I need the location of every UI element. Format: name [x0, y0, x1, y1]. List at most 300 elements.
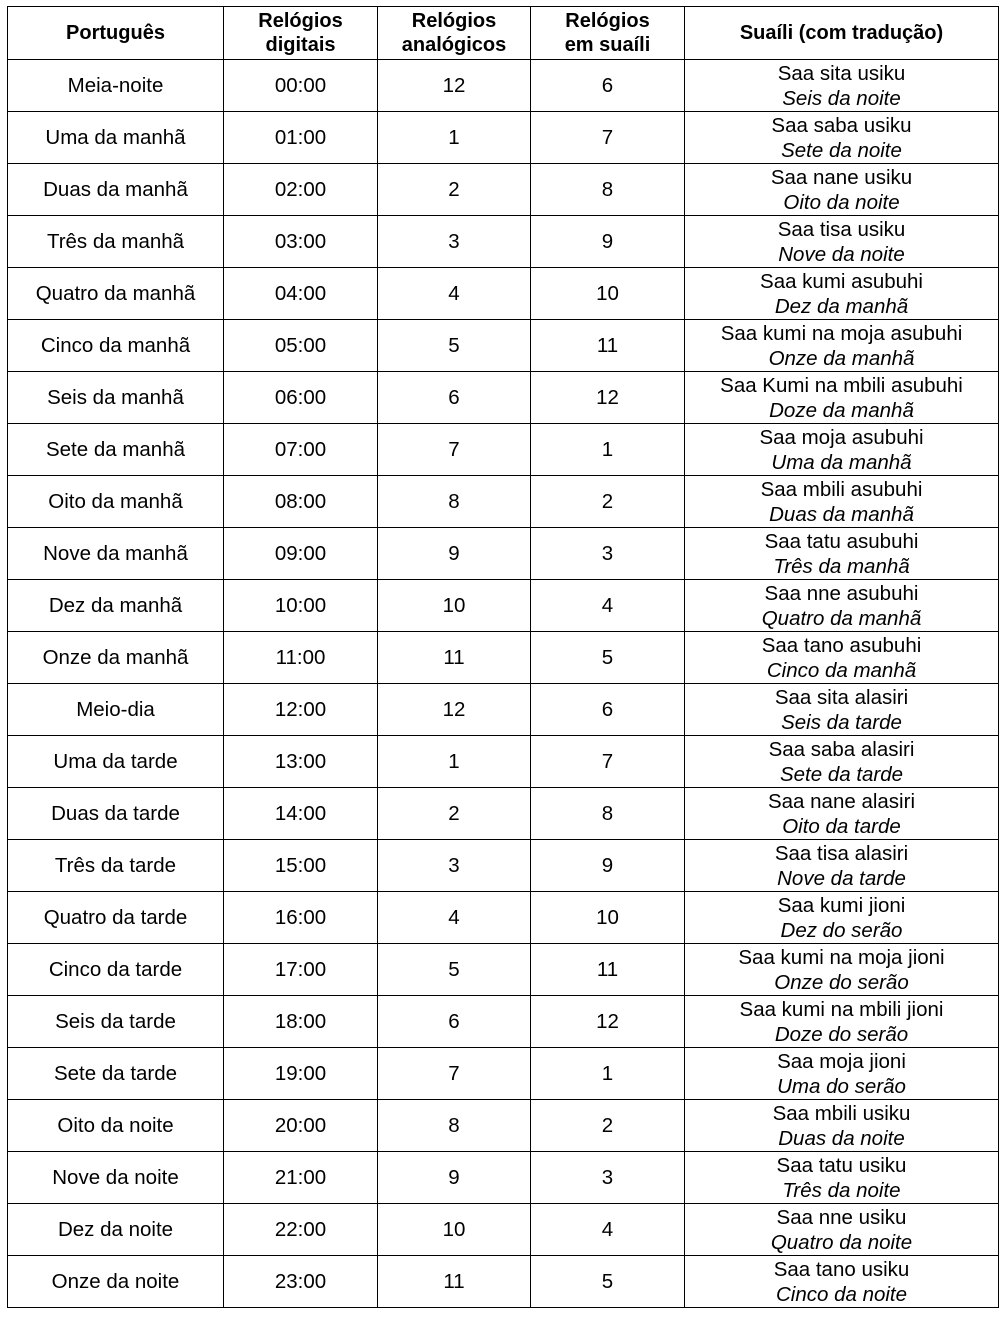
portuguese-time: Uma da tarde: [53, 750, 178, 773]
table-row: [8, 996, 999, 1048]
portuguese-time: Seis da manhã: [47, 386, 184, 409]
digital-time: 17:00: [274, 958, 327, 981]
cell-analog: [378, 164, 531, 216]
table-row: [8, 1100, 999, 1152]
cell-swahili-clock: [531, 1256, 685, 1308]
cell-portuguese: [8, 944, 224, 996]
digital-time: 23:00: [274, 1270, 327, 1293]
cell-swahili: [685, 684, 999, 736]
swahili-phrase: Saa sita usiku: [777, 61, 906, 85]
cell-portuguese: [8, 840, 224, 892]
cell-swahili: [685, 372, 999, 424]
header-analog-line-2: analógicos: [401, 34, 507, 56]
table-row: [8, 580, 999, 632]
swahili-phrase: Saa saba alasiri: [768, 737, 915, 761]
cell-swahili: [685, 216, 999, 268]
cell-swahili: [685, 944, 999, 996]
cell-digital: [224, 788, 378, 840]
cell-swahili-clock: [531, 164, 685, 216]
table-row: [8, 632, 999, 684]
analog-hour: 11: [443, 646, 465, 669]
portuguese-time: Quatro da manhã: [35, 282, 196, 305]
swahili-translation: Doze da manhã: [769, 398, 914, 422]
header-analog-clocks: [378, 7, 531, 60]
swahili-translation: Três da noite: [782, 1178, 901, 1202]
cell-analog: [378, 788, 531, 840]
cell-swahili-clock: [531, 892, 685, 944]
swahili-translation: Doze do serão: [774, 1022, 909, 1046]
cell-swahili: [685, 528, 999, 580]
cell-digital: [224, 944, 378, 996]
cell-swahili-clock: [531, 1152, 685, 1204]
cell-analog: [378, 944, 531, 996]
cell-digital: [224, 216, 378, 268]
table-row: [8, 216, 999, 268]
cell-portuguese: [8, 424, 224, 476]
table-row: [8, 60, 999, 112]
header-swahili-translation: [685, 7, 999, 60]
table-row: [8, 736, 999, 788]
cell-swahili-clock: [531, 216, 685, 268]
analog-hour: 1: [448, 126, 460, 149]
cell-swahili-clock: [531, 268, 685, 320]
time-conversion-table: [7, 6, 999, 1308]
cell-analog: [378, 1152, 531, 1204]
swahili-phrase: Saa nane alasiri: [767, 789, 915, 813]
cell-analog: [378, 840, 531, 892]
portuguese-time: Quatro da tarde: [43, 906, 188, 929]
portuguese-time: Duas da tarde: [51, 802, 180, 825]
swahili-clock-hour: 4: [601, 594, 614, 617]
analog-hour: 11: [443, 1270, 465, 1293]
table-row: [8, 1152, 999, 1204]
cell-portuguese: [8, 372, 224, 424]
cell-analog: [378, 892, 531, 944]
analog-hour: 12: [442, 74, 466, 97]
cell-portuguese: [8, 1256, 224, 1308]
swahili-clock-hour: 2: [601, 490, 614, 513]
cell-swahili-clock: [531, 684, 685, 736]
header-swahili-line-1: Relógios: [565, 10, 650, 32]
cell-analog: [378, 320, 531, 372]
digital-time: 16:00: [274, 906, 327, 929]
swahili-phrase: Saa moja jioni: [777, 1049, 906, 1073]
analog-hour: 3: [448, 854, 460, 877]
swahili-phrase: Saa kumi jioni: [777, 893, 906, 917]
swahili-translation: Dez do serão: [780, 918, 903, 942]
cell-swahili-clock: [531, 1204, 685, 1256]
cell-portuguese: [8, 476, 224, 528]
cell-swahili: [685, 60, 999, 112]
swahili-translation: Oito da noite: [783, 190, 900, 214]
cell-digital: [224, 320, 378, 372]
analog-hour: 7: [448, 1062, 460, 1085]
cell-portuguese: [8, 320, 224, 372]
digital-time: 10:00: [274, 594, 327, 617]
swahili-clock-hour: 8: [601, 802, 614, 825]
swahili-clock-hour: 10: [596, 906, 619, 929]
swahili-phrase: Saa saba usiku: [771, 113, 912, 137]
cell-portuguese: [8, 632, 224, 684]
swahili-clock-hour: 12: [596, 1010, 619, 1033]
table-row: [8, 1204, 999, 1256]
digital-time: 05:00: [274, 334, 327, 357]
digital-time: 01:00: [274, 126, 327, 149]
portuguese-time: Nove da noite: [52, 1166, 179, 1189]
swahili-translation: Cinco da noite: [775, 1282, 908, 1306]
cell-digital: [224, 60, 378, 112]
swahili-phrase: Saa kumi asubuhi: [760, 269, 923, 293]
cell-portuguese: [8, 112, 224, 164]
digital-time: 13:00: [274, 750, 327, 773]
analog-hour: 8: [448, 1114, 460, 1137]
cell-analog: [378, 268, 531, 320]
analog-hour: 5: [448, 958, 460, 981]
table-body: [8, 60, 999, 1308]
table-row: [8, 164, 999, 216]
swahili-phrase: Saa nne usiku: [776, 1205, 907, 1229]
cell-swahili: [685, 788, 999, 840]
cell-swahili-clock: [531, 632, 685, 684]
cell-portuguese: [8, 788, 224, 840]
cell-swahili: [685, 424, 999, 476]
portuguese-time: Onze da noite: [51, 1270, 180, 1293]
swahili-translation: Nove da noite: [778, 242, 905, 266]
table-row: [8, 268, 999, 320]
portuguese-time: Sete da tarde: [53, 1062, 178, 1085]
table-row: [8, 684, 999, 736]
cell-portuguese: [8, 268, 224, 320]
cell-portuguese: [8, 1204, 224, 1256]
table-row: [8, 840, 999, 892]
analog-hour: 8: [448, 490, 460, 513]
cell-swahili-clock: [531, 1048, 685, 1100]
swahili-clock-hour: 5: [601, 646, 614, 669]
swahili-clock-hour: 5: [601, 1270, 614, 1293]
analog-hour: 5: [448, 334, 460, 357]
analog-hour: 10: [442, 594, 466, 617]
cell-analog: [378, 216, 531, 268]
cell-swahili: [685, 1152, 999, 1204]
swahili-translation: Quatro da noite: [770, 1230, 913, 1254]
cell-portuguese: [8, 684, 224, 736]
table-row: [8, 372, 999, 424]
swahili-phrase: Saa tano asubuhi: [761, 633, 922, 657]
swahili-phrase: Saa tisa alasiri: [774, 841, 909, 865]
cell-swahili-clock: [531, 996, 685, 1048]
swahili-phrase: Saa tano usiku: [773, 1257, 910, 1281]
cell-analog: [378, 1100, 531, 1152]
cell-analog: [378, 632, 531, 684]
cell-digital: [224, 1256, 378, 1308]
cell-digital: [224, 268, 378, 320]
swahili-translation: Onze da manhã: [768, 346, 915, 370]
cell-digital: [224, 996, 378, 1048]
portuguese-time: Dez da noite: [57, 1218, 174, 1241]
cell-portuguese: [8, 996, 224, 1048]
header-digital-line-1: Relógios: [258, 10, 343, 32]
table-row: [8, 1048, 999, 1100]
analog-hour: 6: [448, 386, 460, 409]
digital-time: 08:00: [274, 490, 327, 513]
swahili-translation: Uma da manhã: [771, 450, 912, 474]
table-row: [8, 320, 999, 372]
cell-digital: [224, 1204, 378, 1256]
digital-time: 18:00: [274, 1010, 327, 1033]
swahili-clock-hour: 9: [601, 854, 614, 877]
cell-analog: [378, 372, 531, 424]
analog-hour: 4: [448, 906, 460, 929]
cell-swahili-clock: [531, 112, 685, 164]
swahili-clock-hour: 11: [596, 958, 619, 981]
portuguese-time: Seis da tarde: [55, 1010, 176, 1033]
cell-digital: [224, 476, 378, 528]
swahili-clock-hour: 11: [596, 334, 619, 357]
cell-swahili: [685, 164, 999, 216]
swahili-phrase: Saa nne asubuhi: [764, 581, 919, 605]
swahili-phrase: Saa kumi na moja jioni: [738, 945, 945, 969]
cell-portuguese: [8, 1152, 224, 1204]
cell-portuguese: [8, 892, 224, 944]
cell-swahili: [685, 268, 999, 320]
digital-time: 04:00: [274, 282, 327, 305]
swahili-translation: Nove da tarde: [777, 866, 906, 890]
analog-hour: 1: [448, 750, 460, 773]
digital-time: 09:00: [274, 542, 327, 565]
header-portugues: [8, 7, 224, 60]
portuguese-time: Dez da manhã: [48, 594, 183, 617]
digital-time: 14:00: [274, 802, 327, 825]
swahili-clock-hour: 3: [601, 542, 614, 565]
digital-time: 19:00: [274, 1062, 327, 1085]
swahili-clock-hour: 4: [601, 1218, 614, 1241]
analog-hour: 6: [448, 1010, 460, 1033]
cell-analog: [378, 996, 531, 1048]
portuguese-time: Meio-dia: [76, 698, 155, 721]
cell-digital: [224, 1048, 378, 1100]
header-row: [8, 7, 999, 60]
table-row: [8, 1256, 999, 1308]
swahili-clock-hour: 7: [601, 126, 614, 149]
cell-swahili-clock: [531, 372, 685, 424]
table-row: [8, 788, 999, 840]
swahili-clock-hour: 6: [601, 698, 614, 721]
swahili-clock-hour: 2: [601, 1114, 614, 1137]
cell-analog: [378, 60, 531, 112]
cell-digital: [224, 1152, 378, 1204]
portuguese-time: Cinco da tarde: [48, 958, 183, 981]
swahili-translation: Sete da tarde: [779, 762, 904, 786]
cell-portuguese: [8, 1048, 224, 1100]
swahili-translation: Seis da noite: [782, 86, 901, 110]
header-swahili-line-2: em suaíli: [564, 34, 651, 56]
portuguese-time: Oito da manhã: [48, 490, 183, 513]
cell-swahili: [685, 580, 999, 632]
swahili-translation: Duas da manhã: [769, 502, 914, 526]
portuguese-time: Uma da manhã: [45, 126, 186, 149]
cell-swahili-clock: [531, 736, 685, 788]
portuguese-time: Oito da noite: [57, 1114, 174, 1137]
digital-time: 11:00: [275, 646, 326, 669]
portuguese-time: Três da manhã: [46, 230, 185, 253]
cell-swahili-clock: [531, 476, 685, 528]
digital-time: 00:00: [274, 74, 327, 97]
cell-swahili-clock: [531, 60, 685, 112]
header-analog-line-1: Relógios: [411, 10, 497, 32]
cell-digital: [224, 528, 378, 580]
cell-swahili: [685, 736, 999, 788]
swahili-clock-hour: 1: [601, 1062, 614, 1085]
swahili-phrase: Saa kumi na mbili jioni: [739, 997, 944, 1021]
portuguese-time: Cinco da manhã: [40, 334, 191, 357]
digital-time: 06:00: [274, 386, 327, 409]
header-digital-clocks: [224, 7, 378, 60]
digital-time: 15:00: [274, 854, 327, 877]
swahili-phrase: Saa tatu asubuhi: [764, 529, 919, 553]
swahili-translation: Quatro da manhã: [761, 606, 922, 630]
swahili-phrase: Saa moja asubuhi: [759, 425, 924, 449]
cell-analog: [378, 1204, 531, 1256]
analog-hour: 3: [448, 230, 460, 253]
digital-time: 21:00: [274, 1166, 327, 1189]
swahili-clock-hour: 3: [601, 1166, 614, 1189]
cell-swahili-clock: [531, 580, 685, 632]
table-row: [8, 892, 999, 944]
swahili-phrase: Saa nane usiku: [770, 165, 913, 189]
cell-digital: [224, 424, 378, 476]
swahili-translation: Seis da tarde: [781, 710, 902, 734]
swahili-translation: Oito da tarde: [782, 814, 901, 838]
cell-swahili-clock: [531, 320, 685, 372]
analog-hour: 10: [442, 1218, 466, 1241]
table-row: [8, 944, 999, 996]
cell-analog: [378, 1048, 531, 1100]
swahili-translation: Dez da manhã: [774, 294, 909, 318]
header-portugues-label: Português: [66, 22, 165, 44]
swahili-phrase: Saa tatu usiku: [776, 1153, 907, 1177]
cell-portuguese: [8, 736, 224, 788]
analog-hour: 7: [448, 438, 460, 461]
cell-swahili-clock: [531, 1100, 685, 1152]
analog-hour: 12: [442, 698, 466, 721]
swahili-phrase: Saa kumi na moja asubuhi: [720, 321, 963, 345]
digital-time: 03:00: [274, 230, 327, 253]
analog-hour: 2: [448, 178, 460, 201]
digital-time: 02:00: [274, 178, 327, 201]
cell-analog: [378, 112, 531, 164]
portuguese-time: Nove da manhã: [43, 542, 188, 565]
digital-time: 12:00: [274, 698, 327, 721]
cell-swahili: [685, 1204, 999, 1256]
analog-hour: 2: [448, 802, 460, 825]
portuguese-time: Três da tarde: [54, 854, 177, 877]
swahili-translation: Três da manhã: [773, 554, 910, 578]
cell-analog: [378, 424, 531, 476]
swahili-phrase: Saa sita alasiri: [774, 685, 909, 709]
cell-digital: [224, 736, 378, 788]
cell-swahili: [685, 996, 999, 1048]
cell-swahili: [685, 112, 999, 164]
swahili-translation: Onze do serão: [774, 970, 909, 994]
swahili-translation: Sete da noite: [781, 138, 902, 162]
cell-digital: [224, 840, 378, 892]
swahili-translation: Duas da noite: [778, 1126, 905, 1150]
portuguese-time: Onze da manhã: [42, 646, 189, 669]
header-digital-line-2: digitais: [265, 34, 336, 56]
swahili-clock-hour: 7: [601, 750, 614, 773]
cell-analog: [378, 1256, 531, 1308]
cell-portuguese: [8, 60, 224, 112]
swahili-clock-hour: 12: [596, 386, 619, 409]
cell-analog: [378, 528, 531, 580]
header-swahili-translation-label: Suaíli (com tradução): [739, 22, 944, 44]
cell-swahili: [685, 840, 999, 892]
header-swahili-clocks: [531, 7, 685, 60]
cell-analog: [378, 736, 531, 788]
portuguese-time: Duas da manhã: [43, 178, 188, 201]
cell-analog: [378, 684, 531, 736]
portuguese-time: Sete da manhã: [45, 438, 186, 461]
analog-hour: 9: [448, 1166, 460, 1189]
cell-portuguese: [8, 164, 224, 216]
cell-analog: [378, 476, 531, 528]
cell-swahili: [685, 1048, 999, 1100]
swahili-clock-hour: 6: [601, 74, 614, 97]
swahili-phrase: Saa mbili usiku: [772, 1101, 911, 1125]
digital-time: 22:00: [274, 1218, 327, 1241]
table-row: [8, 528, 999, 580]
swahili-clock-hour: 10: [596, 282, 619, 305]
cell-swahili: [685, 892, 999, 944]
analog-hour: 9: [448, 542, 460, 565]
cell-digital: [224, 164, 378, 216]
cell-digital: [224, 684, 378, 736]
cell-portuguese: [8, 216, 224, 268]
cell-digital: [224, 112, 378, 164]
portuguese-time: Meia-noite: [67, 74, 164, 97]
cell-swahili: [685, 320, 999, 372]
cell-swahili-clock: [531, 528, 685, 580]
cell-swahili-clock: [531, 788, 685, 840]
cell-digital: [224, 1100, 378, 1152]
cell-swahili: [685, 1256, 999, 1308]
cell-swahili-clock: [531, 944, 685, 996]
cell-swahili: [685, 476, 999, 528]
swahili-translation: Uma do serão: [777, 1074, 906, 1098]
table-row: [8, 424, 999, 476]
analog-hour: 4: [448, 282, 460, 305]
cell-swahili: [685, 1100, 999, 1152]
cell-digital: [224, 580, 378, 632]
cell-digital: [224, 892, 378, 944]
cell-portuguese: [8, 528, 224, 580]
cell-swahili-clock: [531, 840, 685, 892]
cell-analog: [378, 580, 531, 632]
cell-swahili: [685, 632, 999, 684]
swahili-phrase: Saa mbili asubuhi: [760, 477, 923, 501]
table-header: [8, 7, 999, 60]
cell-digital: [224, 632, 378, 684]
swahili-clock-hour: 9: [601, 230, 614, 253]
cell-portuguese: [8, 580, 224, 632]
cell-digital: [224, 372, 378, 424]
cell-portuguese: [8, 1100, 224, 1152]
digital-time: 20:00: [274, 1114, 327, 1137]
swahili-phrase: Saa tisa usiku: [777, 217, 906, 241]
swahili-phrase: Saa Kumi na mbili asubuhi: [720, 373, 963, 397]
swahili-clock-hour: 8: [601, 178, 614, 201]
swahili-clock-hour: 1: [601, 438, 614, 461]
